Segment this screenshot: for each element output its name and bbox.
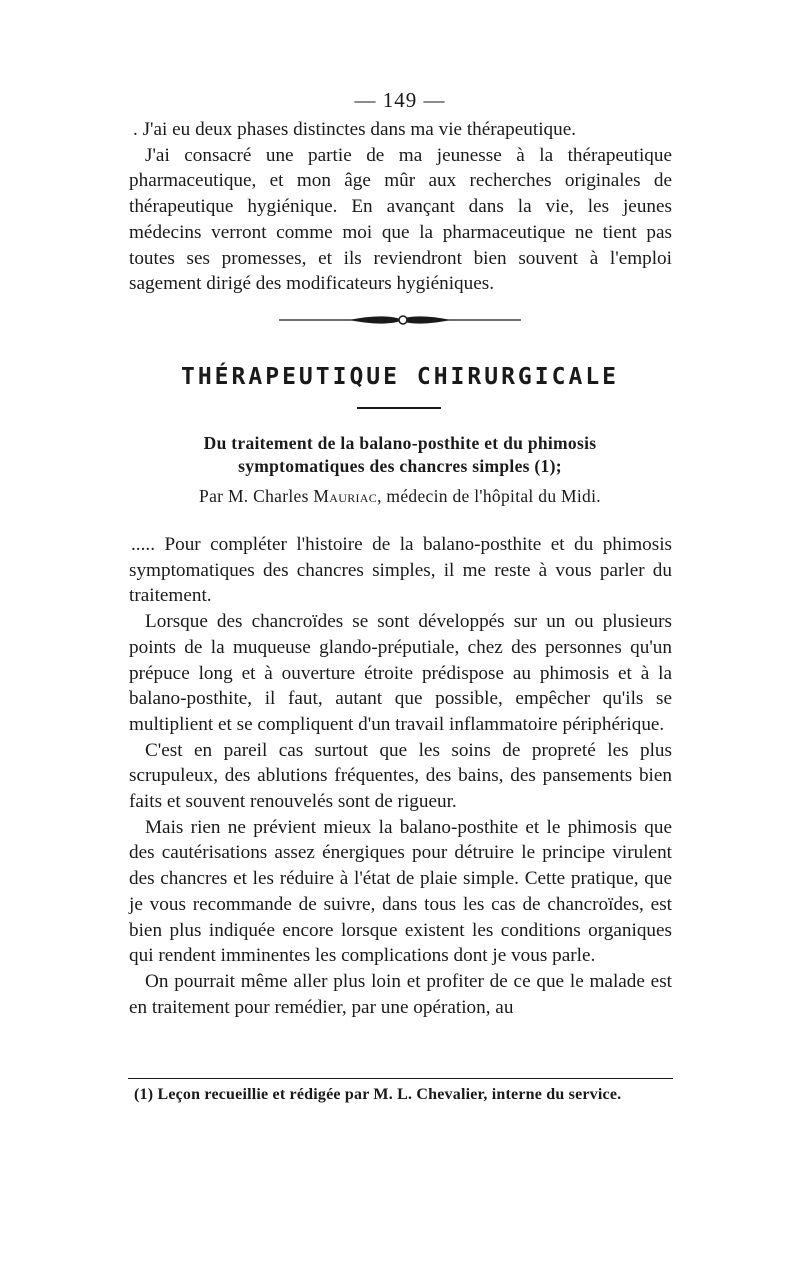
article-title-line: symptomatiques des chancres simples (1); (238, 456, 562, 476)
footnote: (1) Leçon recueillie et rédigée par M. L. Chevalier, interne du service. (134, 1086, 622, 1103)
short-divider (357, 407, 441, 409)
byline-suffix: , médecin de l'hôpital du Midi. (377, 486, 601, 506)
footnote-rule (128, 1078, 673, 1079)
article-body (129, 532, 672, 1020)
article-title-line: Du traitement de la balano-posthite et du phimosis (203, 433, 597, 453)
intro-text (129, 117, 672, 297)
body-paragraph: C'est en pareil cas surtout que les soins de propreté les plus scrupuleux, des ablutions fréquentes, des bains, des pansements bien faits et souvent renouvelés sont de rigueur. (129, 739, 672, 813)
intro-paragraph: . J'ai eu deux phases distinctes dans ma vie thérapeutique. (133, 119, 577, 140)
author-name: Mauriac (313, 486, 378, 506)
article-title (150, 432, 650, 478)
intro-paragraph: J'ai consacré une partie de ma jeunesse à la thérapeutique pharmaceutique, et mon âge mûr aux recherches originales de thérapeutique hygiénique. En avançant dans la vie, les jeunes médecins verront comme moi que la pharmaceutique ne tient pas toutes ses promesses, et ils reviendront bien souvent à l'emploi sagement dirigé des modificateurs hygiéniques. (129, 144, 672, 295)
byline (0, 486, 800, 507)
page-number: — 149 — (354, 88, 446, 112)
section-title: THÉRAPEUTIQUE CHIRURGICALE (180, 364, 620, 390)
body-paragraph: On pourrait même aller plus loin et profiter de ce que le malade est en traitement pour remédier, par une opération, au (129, 970, 672, 1018)
body-paragraph: ..... Pour compléter l'histoire de la balano-posthite et du phimosis symptomatiques des chancres simples, il me reste à vous parler du traitement. (129, 534, 672, 607)
byline-prefix: Par M. Charles (199, 486, 314, 506)
ornamental-divider (279, 312, 521, 328)
body-paragraph: Lorsque des chancroïdes se sont développés sur un ou plusieurs points de la muqueuse glando-préputiale, chez des personnes qu'un prépuce long et à ouverture étroite prédispose au phimosis et à la balano-posthite, il faut, autant que possible, empêcher qu'ils se multiplient et se compliquent d'un travail inflammatoire périphérique. (129, 611, 672, 735)
body-paragraph: Mais rien ne prévient mieux la balano-posthite et le phimosis que des cautérisations assez énergiques pour détruire le principe virulent des chancres et les réduire à l'état de plaie simple. Cette pratique, que je vous recommande de suivre, dans tous les cas de chancroïdes, est bien plus indiquée encore lorsque existent les conditions organiques qui rendent imminentes les complications dont je vous parle. (129, 816, 672, 967)
